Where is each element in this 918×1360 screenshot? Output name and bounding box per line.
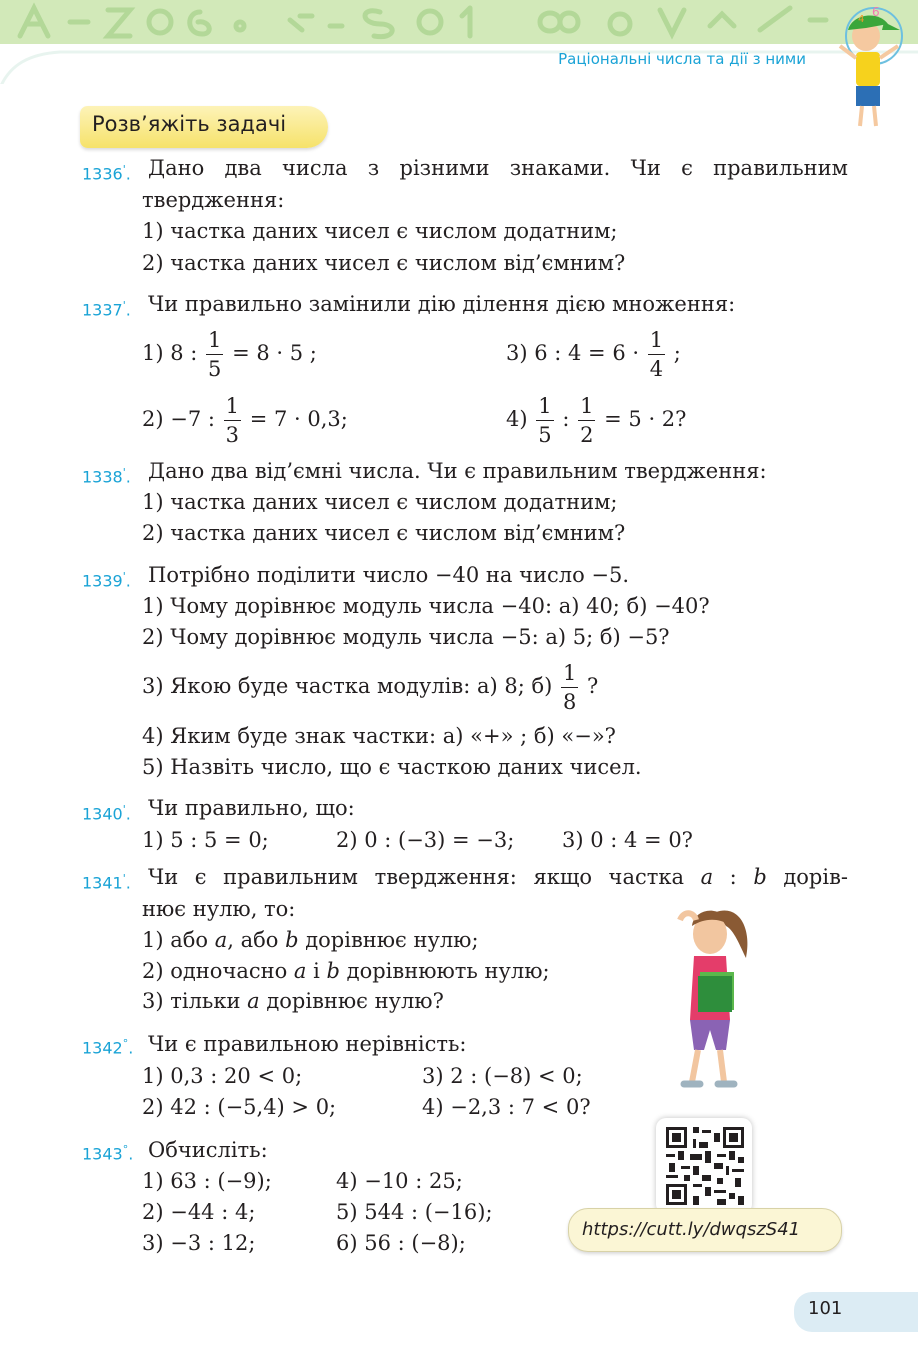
fraction: $\frac{1}{5}$ [538,394,552,447]
problem-1336-text-line2: твердження: [142,188,285,212]
problem-1338-text: Дано два від’ємні числа. Чи є правильним твердження: [148,459,767,483]
problem-1343-item-6: 6) 56 : (−8); [336,1231,466,1255]
problem-number-1341: 1341'. [82,872,131,893]
problem-1337-item-3: 3) 6 : 4 = 6 · $\frac{1}{4}$ ; [506,328,681,381]
boy-with-cap-illustration [826,0,918,130]
fraction: $\frac{1}{4}$ [649,328,664,381]
svg-text:6: 6 [872,5,880,19]
problem-1343-item-5: 5) 544 : (−16); [336,1200,493,1224]
fraction: $\frac{1}{3}$ [225,394,239,447]
problem-number-1336: 1336'. [82,163,131,184]
math-doodles-banner [0,0,830,44]
problem-1339-item-1: 1) Чому дорівнює модуль числа −40: а) 40; б) −40? [142,594,710,618]
problem-1341-text-line1: Чи є правильним твердження: якщо частка a : b дорів- [148,865,848,889]
fraction: $\frac{1}{5}$ [208,328,222,381]
problem-1343-item-3: 3) −3 : 12; [142,1231,256,1255]
chapter-title: Раціональні числа та дії з ними [558,50,806,68]
problem-1341-text-line2: нює нулю, то: [142,897,296,921]
problem-1343-item-1: 1) 63 : (−9); [142,1169,272,1193]
problem-1337-item-4: 4) $\frac{1}{5}$ : $\frac{1}{2}$ = 5 · 2? [506,394,687,447]
problem-1337-text: Чи правильно замінили дію ділення дією множення: [148,292,736,316]
problem-1336-item-1: 1) частка даних чисел є числом додатним; [142,219,618,243]
problem-1336-text-line1: Дано два числа з різними знаками. Чи є правильним [148,156,848,180]
problem-1343-item-4: 4) −10 : 25; [336,1169,463,1193]
problem-1341-item-2: 2) одночасно a і b дорівнюють нулю; [142,959,550,983]
problem-1342-text: Чи є правильною нерівність: [148,1032,467,1056]
problem-1337-item-2: 2) −7 : $\frac{1}{3}$ = 7 · 0,3; [142,394,348,447]
girl-with-books-illustration [660,900,760,1095]
link-url[interactable]: https://cutt.ly/dwqszS41 [582,1219,801,1240]
problem-1339-text: Потрібно поділити число −40 на число −5. [148,563,630,587]
problem-1339-item-4: 4) Яким буде знак частки: а) «+» ; б) «−»? [142,724,616,748]
problem-1339-item-5: 5) Назвіть число, що є часткою даних чисел. [142,755,642,779]
problem-1341-item-1: 1) або a, або b дорівнює нулю; [142,928,479,952]
problem-1342-item-3: 3) 2 : (−8) < 0; [422,1064,583,1088]
problem-number-1339: 1339'. [82,570,131,591]
problem-1340-item-1: 1) 5 : 5 = 0; [142,828,269,852]
problem-1342-item-4: 4) −2,3 : 7 < 0? [422,1095,591,1119]
header-banner [0,0,918,44]
qr-code-icon [666,1126,744,1206]
problem-1342-item-2: 2) 42 : (−5,4) > 0; [142,1095,337,1119]
problem-1340-item-2: 2) 0 : (−3) = −3; [336,828,515,852]
problem-1338-item-1: 1) частка даних чисел є числом додатним; [142,490,618,514]
problem-number-1340: 1340'. [82,803,131,824]
svg-text:4: 4 [858,14,865,25]
problem-1338-item-2: 2) частка даних чисел є числом від’ємним? [142,521,626,545]
problem-1339-item-3: 3) Якою буде частка модулів: а) 8; б) $\frac{1}{8}$ ? [142,661,599,714]
problem-1337-item-1: 1) 8 : $\frac{1}{5}$ = 8 · 5 ; [142,328,317,381]
problem-1343-item-2: 2) −44 : 4; [142,1200,256,1224]
problem-1342-item-1: 1) 0,3 : 20 < 0; [142,1064,303,1088]
fraction: $\frac{1}{2}$ [580,394,594,447]
problem-number-1337: 1337'. [82,299,131,320]
fraction: $\frac{1}{8}$ [562,661,577,714]
problem-1340-text: Чи правильно, що: [148,796,355,820]
page-number: 101 [808,1298,843,1319]
problem-1336-item-2: 2) частка даних чисел є числом від’ємним? [142,251,626,275]
problem-1341-item-3: 3) тільки a дорівнює нулю? [142,989,444,1013]
problem-number-1343: 1343°. [82,1143,134,1164]
problem-1340-item-3: 3) 0 : 4 = 0? [562,828,693,852]
problem-1339-item-2: 2) Чому дорівнює модуль числа −5: а) 5; б) −5? [142,625,670,649]
problem-number-1338: 1338'. [82,466,131,487]
problem-1343-text: Обчисліть: [148,1138,268,1162]
problem-number-1342: 1342°. [82,1037,134,1058]
qr-code[interactable] [656,1118,752,1214]
section-title: Розв’яжіть задачі [92,112,287,136]
